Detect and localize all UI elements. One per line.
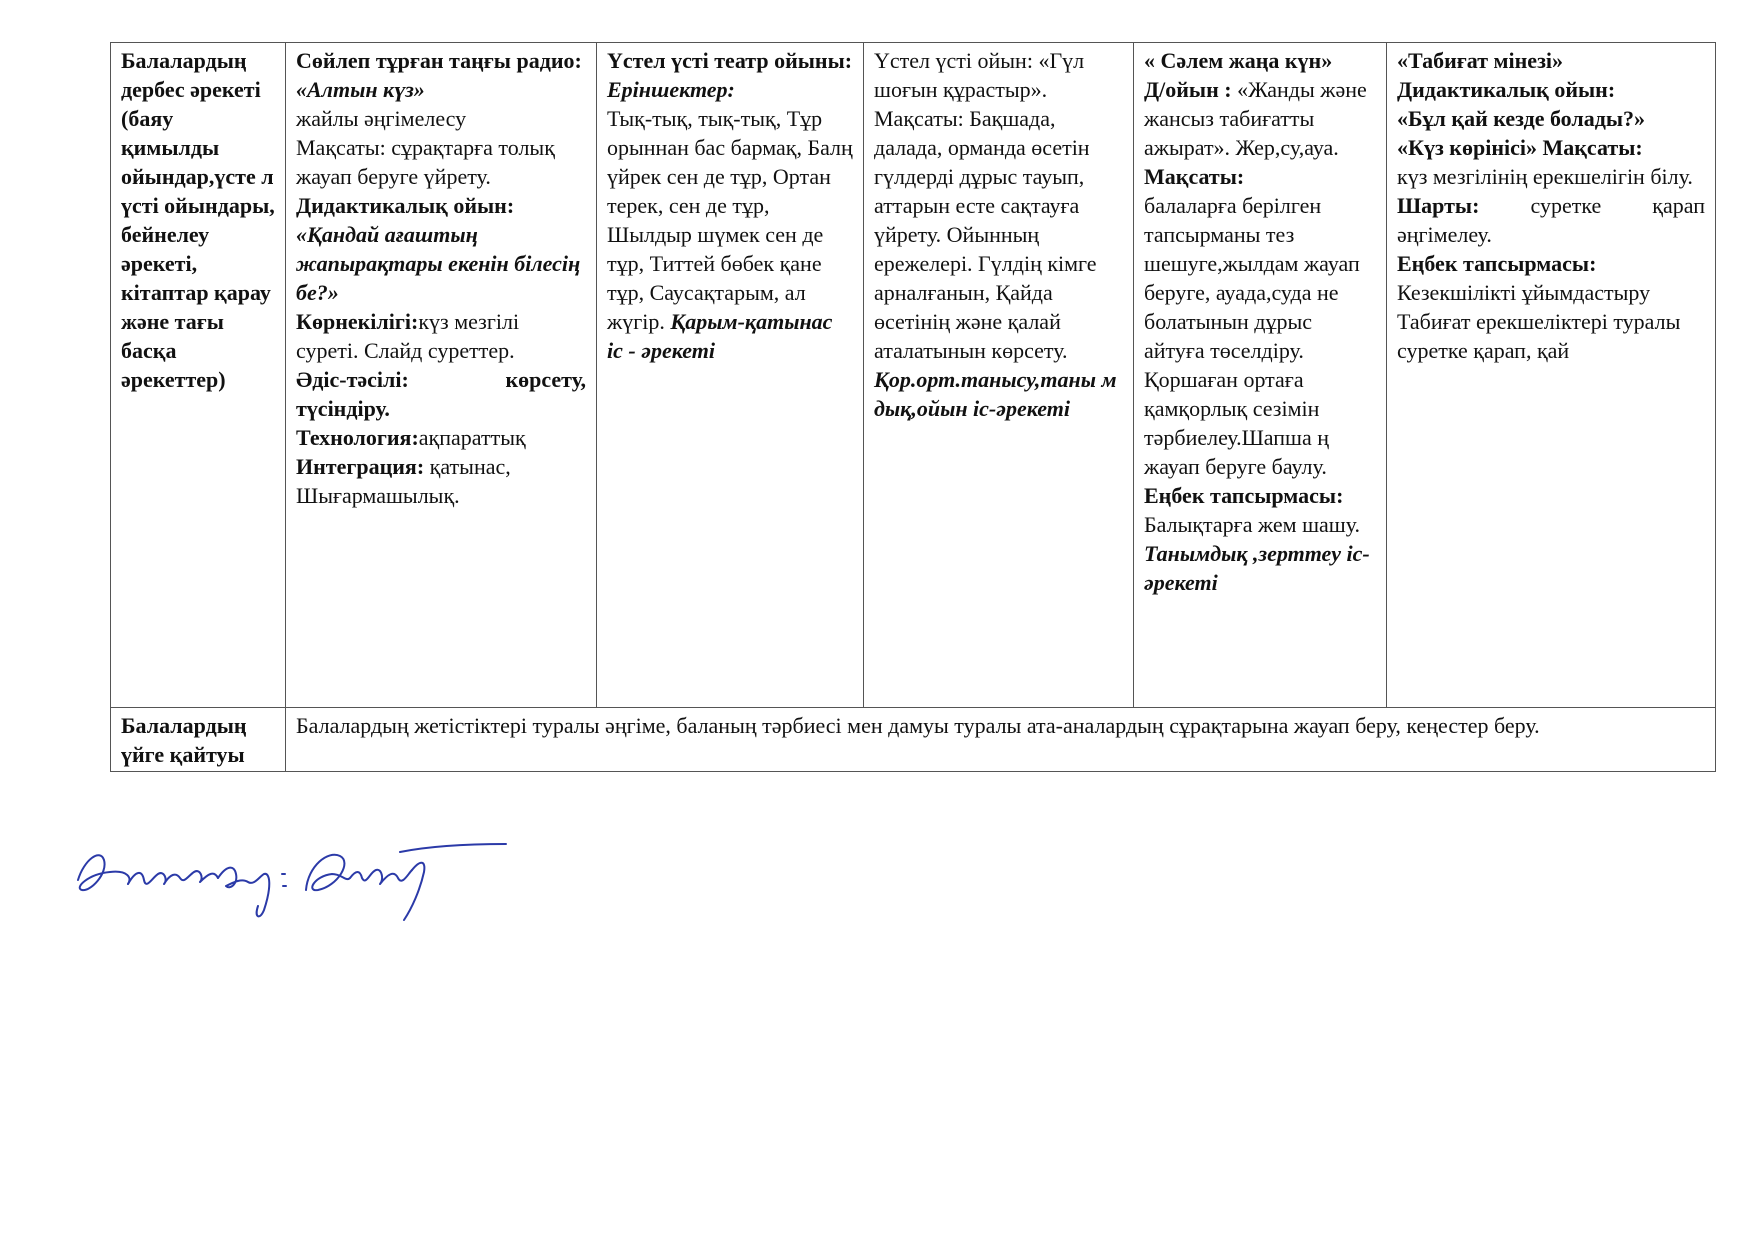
signature-stroke [306,855,412,890]
signature-stroke [218,868,269,917]
cell-title: « Сәлем жаңа күн» [1144,48,1333,73]
cell-text: қатынас, Шығармашылық. [296,454,511,508]
signature-stroke [78,855,129,890]
row-header-independent-activity: Балалардың дербес әрекеті (баяу қимылды ойындар,үсте л үсті ойындары, бейнелеу әрекеті, кітаптар қарау және тағы басқа әрекеттер) [111,43,286,708]
cell-label: Әдіс-тәсілі: [296,367,409,392]
cell-text: Тық-тық, тық-тық, Тұр орыннан бас бармақ, Балң үйрек сен де тұр, Ортан терек, сен де тұр, Шылдыр шүмек сен де тұр, Титтей бөбек қане тұр, Саусақтарым, ал жүгір. [607,106,853,334]
cell-game-title: «Бұл қай кезде болады?» [1397,106,1646,131]
row-header-going-home: Балалардың үйге қайтуы [111,708,286,772]
cell-activity: Танымдық ,зерттеу іс- әрекеті [1144,541,1370,595]
cell-label: Д/ойын : [1144,77,1232,102]
daily-plan-table [110,42,1716,772]
cell-label: Еңбек тапсырмасы: [1144,483,1344,508]
cell-text: күз мезгілінің ерекшелігін білу. [1397,164,1693,189]
cell-label: көрсету, [505,367,586,392]
cell-text: Мақсаты: сұрақтарға толық жауап беруге үйрету. [296,135,555,189]
cell-title: Үстел үсті театр ойыны: [607,48,853,73]
table-row [111,43,1716,708]
cell-text-line [296,452,586,510]
cell-label: Шарты: [1397,193,1480,218]
cell-morning-radio [286,43,597,708]
cell-going-home-text: Балалардың жетістіктері туралы әңгіме, баланың тәрбиесі мен дамуы туралы ата-аналардың сұрақтарына жауап беру, кеңестер беру. [286,708,1716,772]
cell-text-line [1144,191,1376,510]
cell-activity: Қарым-қатынас іс - әрекеті [607,309,833,363]
cell-subtitle: «Күз көрінісі» Мақсаты: [1397,135,1643,160]
cell-hello-new-day [1134,43,1387,708]
cell-text-line [296,307,586,365]
cell-text: Кезекшілікті ұйымдастыру Табиғат ерекшеліктері туралы суретке қарап, қай [1397,280,1681,363]
cell-nature-character [1387,43,1716,708]
cell-label: Көрнекілігі: [296,309,419,334]
cell-subtitle: Еріншектер: [607,77,735,102]
cell-text: Балықтарға жем шашу. [1144,512,1361,537]
cell-text: ақпараттық [418,425,526,450]
cell-text-line [296,423,586,452]
cell-activity: Қор.орт.танысу,таны м дық,ойын іс-әрекеті [874,367,1117,421]
cell-game-title: «Қандай ағаштың жапырақтары екенін білесің бе?» [296,222,581,305]
handwritten-signature [70,820,510,940]
signature-stroke [128,871,218,884]
cell-label: түсіндіру. [296,396,390,421]
cell-text: әңгімелеу. [1397,222,1492,247]
cell-text-line [296,365,586,394]
cell-table-game [864,43,1134,708]
cell-label: Дидактикалық ойын: [1397,77,1616,102]
cell-table-theatre [597,43,864,708]
cell-text-line [1397,249,1705,365]
cell-text: суретке [1530,193,1602,218]
cell-text-line [1397,191,1705,220]
cell-text-line [1144,75,1376,162]
cell-text-line [607,104,853,365]
cell-text: «Жанды және жансыз табиғатты ажырат». Жер,су,ауа. [1144,77,1367,160]
cell-text: жайлы әңгімелесу [296,106,467,131]
cell-label: Технология: [296,425,419,450]
cell-text: қарап [1652,193,1705,218]
cell-title: «Табиғат мінезі» [1397,48,1564,73]
cell-label: Мақсаты: [1144,164,1245,189]
cell-label: Дидактикалық ойын: [296,193,515,218]
cell-label: Еңбек тапсырмасы: [1397,251,1597,276]
cell-text: Үстел үсті ойын: «Гүл шоғын құрастыр». Мақсаты: Бақшада, далада, орманда өсетін гүлдерді дұрыс тауып, аттарын есте сақтауға үйрету. Ойынның ережелері. Гүлдің кімге арналғанын, Қайда өсетінің және қалай аталатынын көрсету. [874,48,1097,363]
signature-stroke [282,874,286,886]
cell-label: Интеграция: [296,454,425,479]
cell-title: Сөйлеп тұрған таңғы радио: [296,48,582,73]
signature-stroke [400,844,506,920]
table-row [111,708,1716,772]
cell-text: балаларға берілген тапсырманы тез шешуге,жылдам жауап беруге, ауада,суда не болатынын дұрыс айтуға төселдіру. Қоршаған ортаға қамқорлық сезімін тәрбиелеу.Шапша ң жауап беруге баулу. [1144,193,1360,479]
cell-subtitle: «Алтын күз» [296,77,425,102]
cell-text: күз мезгілі суреті. Слайд суреттер. [296,309,520,363]
